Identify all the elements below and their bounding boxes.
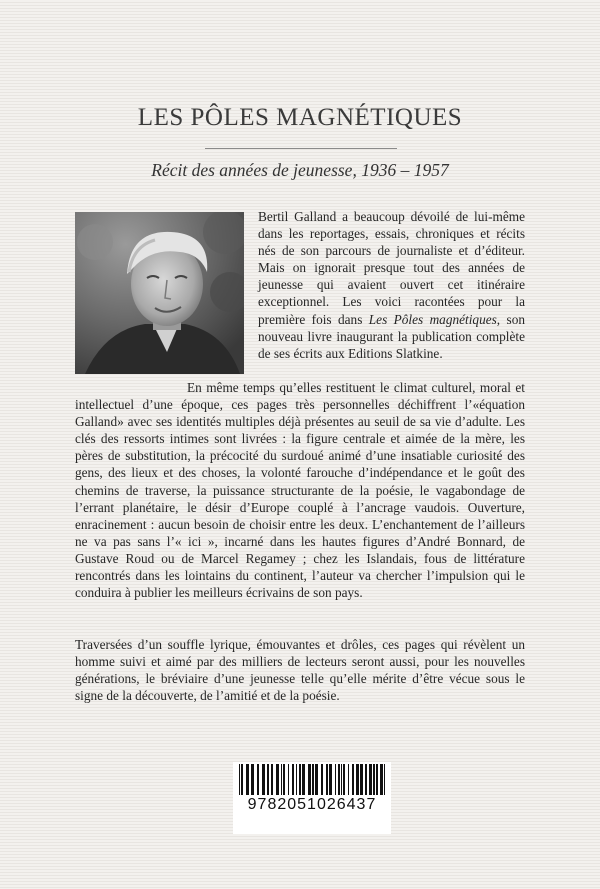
barcode-bar bbox=[271, 764, 273, 796]
blurb-p1-text-end: , son nouveau livre inaugurant la publication complète de ses écrits aux Editions Slatkine. bbox=[258, 311, 525, 361]
barcode-bar bbox=[369, 764, 372, 796]
barcode-bar bbox=[308, 764, 311, 796]
barcode-bar bbox=[251, 764, 254, 796]
barcode-bar bbox=[335, 764, 336, 796]
barcode-bar bbox=[338, 764, 340, 796]
barcode-bar bbox=[321, 764, 323, 796]
barcode-bar bbox=[246, 764, 249, 796]
barcode-bar bbox=[329, 764, 332, 796]
barcode-bar bbox=[239, 764, 240, 796]
barcode-bar bbox=[376, 764, 378, 796]
title-divider bbox=[205, 148, 397, 149]
barcode-bar bbox=[315, 764, 318, 796]
book-subtitle: Récit des années de jeunesse, 1936 – 1957 bbox=[151, 160, 449, 180]
barcode-bar bbox=[360, 764, 363, 796]
barcode-bar bbox=[299, 764, 301, 796]
barcode-bar bbox=[384, 764, 385, 796]
barcode-bar bbox=[302, 764, 305, 796]
barcode-bar bbox=[262, 764, 265, 796]
barcode-bar bbox=[356, 764, 359, 796]
barcode-bar bbox=[365, 764, 367, 796]
barcode-bar bbox=[352, 764, 354, 796]
barcode-bar bbox=[283, 764, 285, 796]
barcode-bar bbox=[343, 764, 345, 796]
barcode-bar bbox=[348, 764, 349, 796]
barcode-bar bbox=[267, 764, 269, 796]
barcode-bar bbox=[373, 764, 375, 796]
barcode-bar bbox=[312, 764, 314, 796]
blurb-p1-text: Bertil Galland a beaucoup dévoilé de lui-même dans les reportages, essais, chroniques et récits nés de son parcours de journaliste et d’éditeur. Mais on ignorait presque tout des années de jeunesse qui avaient ouvert cet itinéraire exceptionnel. Les voici racontées pour la première fois dans bbox=[258, 209, 525, 327]
barcode-bar bbox=[276, 764, 279, 796]
barcode-bar bbox=[288, 764, 289, 796]
barcode-bar bbox=[326, 764, 328, 796]
isbn-number: 9782051026437 bbox=[233, 795, 391, 815]
barcode-bar bbox=[292, 764, 294, 796]
barcode-bar bbox=[281, 764, 282, 796]
blurb-paragraph-1 bbox=[258, 208, 525, 362]
barcode-bar bbox=[341, 764, 342, 796]
book-title: LES PÔLES MAGNÉTIQUES bbox=[137, 104, 463, 131]
blurb-p1-title-italic: Les Pôles magnétiques bbox=[368, 311, 497, 327]
barcode-bar bbox=[296, 764, 297, 796]
author-photo bbox=[75, 212, 244, 374]
barcode-bar bbox=[257, 764, 259, 796]
barcode-bar bbox=[380, 764, 383, 796]
blurb-paragraph-3: Traversées d’un souffle lyrique, émouvantes et drôles, ces pages qui révèlent un homme suivi et aimé par des milliers de lecteurs seront aussi, pour les nouvelles générations, le bréviaire d’une jeunesse telle qu’elle mérite d’être vécue sous le signe de la découverte, de l’amitié et de la poésie. bbox=[75, 637, 525, 704]
barcode-bar bbox=[241, 764, 243, 796]
blurb-paragraph-2: En même temps qu’elles restituent le climat culturel, moral et intellectuel d’une époque, ces pages très personnelles déchiffrent l’«équation Galland» avec ses identités multiples déjà présentes au seuil de sa vie d’adulte. Les clés des ressorts intimes sont livrées : la figure centrale et aimée de la mère, les pères de substitution, la précocité du surdoué animé d’une insatiable curiosité des gens, des lieux et des choses, la volonté farouche d’indépendance et le goût des chemins de traverse, la puissance structurante de la poésie, le vagabondage de l’errant planétaire, le désir d’Europe couplé à l’ancrage vaudois. Ouverture, enracinement : aucun besoin de choisir entre les deux. L’enchantement de l’ailleurs ne va pas sans l’« ici », incarné dans les hautes figures d’André Bonnard, de Gustave Roud ou de Marcel Regamey ; chez les Islandais, fous de littérature rencontrés dans les lointains du continent, l’auteur va chercher l’impulsion qui le conduira à publier les meilleurs écrivains de son pays. bbox=[75, 380, 525, 601]
